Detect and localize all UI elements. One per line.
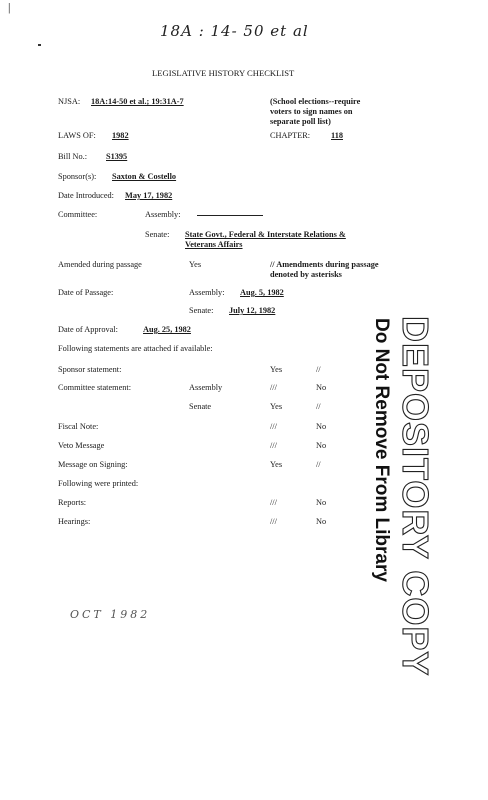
- committee-assembly-label: Assembly:: [145, 210, 181, 219]
- amended-note: // Amendments during passage denoted by asterisks: [270, 260, 379, 279]
- statement-no: No: [316, 422, 327, 431]
- passage-label: Date of Passage:: [58, 288, 114, 297]
- passage-senate-label: Senate:: [189, 306, 214, 315]
- printed-heading: Following were printed:: [58, 479, 139, 488]
- printed-no: No: [316, 517, 327, 526]
- statement-no: //: [316, 402, 321, 411]
- sponsors-value: Saxton & Costello: [112, 172, 177, 181]
- date-stamp: OCT 1982: [70, 608, 151, 621]
- date-introduced-value: May 17, 1982: [125, 191, 173, 200]
- sponsors-label: Sponsor(s):: [58, 172, 97, 181]
- statement-label: Veto Message: [58, 441, 105, 450]
- bill-no-value: S1395: [106, 152, 128, 161]
- committee-senate-label: Senate:: [145, 230, 170, 239]
- do-not-remove-stamp: Do Not Remove From Library: [371, 318, 392, 582]
- statement-yes: ///: [270, 422, 277, 431]
- passage-assembly-value: Aug. 5, 1982: [240, 288, 284, 297]
- statement-no: //: [316, 460, 321, 469]
- statement-no: //: [316, 365, 321, 374]
- committee-assembly-blank: [197, 208, 263, 218]
- statement-label: Committee statement:: [58, 383, 132, 392]
- margin-mark: |: [8, 0, 11, 14]
- handwritten-citation: 18A : 14- 50 et al: [160, 22, 309, 40]
- statement-yes: Yes: [270, 365, 283, 374]
- printed-yes: ///: [270, 498, 277, 507]
- amended-label: Amended during passage: [58, 260, 142, 269]
- statement-yes: Yes: [270, 460, 283, 469]
- statement-no: No: [316, 383, 327, 392]
- statement-label: Fiscal Note:: [58, 422, 99, 431]
- attached-heading: Following statements are attached if available:: [58, 344, 213, 353]
- statement-sub: Assembly: [189, 383, 223, 392]
- passage-assembly-label: Assembly:: [189, 288, 225, 297]
- printed-label: Reports:: [58, 498, 87, 507]
- statement-label: Message on Signing:: [58, 460, 128, 469]
- statement-sub: Senate: [189, 402, 212, 411]
- statement-yes: Yes: [270, 402, 283, 411]
- date-introduced-label: Date Introduced:: [58, 191, 114, 200]
- approval-label: Date of Approval:: [58, 325, 118, 334]
- chapter-value: 118: [331, 131, 343, 140]
- printed-label: Hearings:: [58, 517, 91, 526]
- page-title: LEGISLATIVE HISTORY CHECKLIST: [152, 68, 295, 78]
- depository-copy-stamp: DEPOSITORY COPY: [395, 316, 436, 677]
- committee-label: Committee:: [58, 210, 98, 219]
- laws-of-value: 1982: [112, 131, 129, 140]
- printed-yes: ///: [270, 517, 277, 526]
- passage-senate-value: July 12, 1982: [229, 306, 276, 315]
- statement-yes: ///: [270, 383, 277, 392]
- amended-value: Yes: [189, 260, 202, 269]
- subject-note: (School elections--require voters to sign names on separate poll list): [270, 97, 361, 126]
- njsa-value: 18A:14-50 et al.; 19:31A-7: [91, 97, 184, 106]
- margin-dot: [38, 44, 41, 46]
- njsa-label: NJSA:: [58, 97, 81, 106]
- printed-no: No: [316, 498, 327, 507]
- bill-no-label: Bill No.:: [58, 152, 88, 161]
- statement-label: Sponsor statement:: [58, 365, 122, 374]
- committee-senate-value: State Govt., Federal & Interstate Relations & Veterans Affairs: [185, 230, 346, 249]
- statement-yes: ///: [270, 441, 277, 450]
- approval-value: Aug. 25, 1982: [143, 325, 191, 334]
- statement-no: No: [316, 441, 327, 450]
- laws-of-label: LAWS OF:: [58, 131, 96, 140]
- chapter-label: CHAPTER:: [270, 131, 311, 140]
